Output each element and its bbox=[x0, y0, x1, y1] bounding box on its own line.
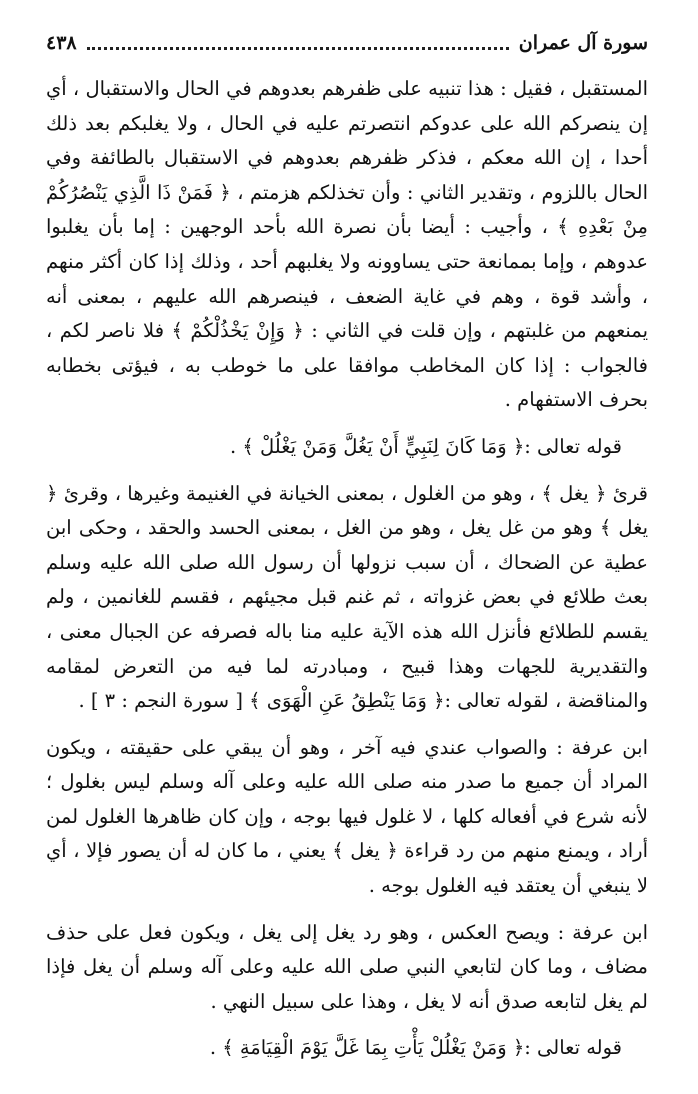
paragraph-commentary-2: قرئ ﴿ يغل ﴾ ، وهو من الغلول ، بمعنى الخيانة في الغنيمة وغيرها ، وقرئ ﴿ يغل ﴾ وهو من غل يغل ، وهو من الغل ، بمعنى الحسد والحقد ، وحكى ابن عطية عن الضحاك ، أن سبب نزولها أن رسول الله صلى الله عليه وسلم بعث طلائع في بعض غزواته ، ثم غنم قبل مجيئهم ، فقسم للغانمين ، ولم يقسم للطلائع فأنزل الله هذه الآية عليه منا باله فصرفه عن الجبال معنى ، والتقديرية للجهات وهذا قبيح ، ومبادرته لما فيه من التعرض لمقامه والمناقضة ، لقوله تعالى :﴿ وَمَا يَنْطِقُ عَنِ الْهَوَى ﴾ [ سورة النجم : ٣ ] . bbox=[46, 481, 648, 713]
paragraph-spacer bbox=[46, 719, 648, 731]
paragraph-commentary-1: المستقبل ، فقيل : هذا تنبيه على ظفرهم بعدوهم في الحال والاستقبال ، أي إن ينصركم الله على عدوكم انتصرتم عليه في الحال ، ولا يغلبكم بعد ذلك أحدا ، إن الله معكم ، فذكر ظفرهم بعدوهم في الاستقبال بالطائفة وفي الحال باللزوم ، وتقدير الثاني : وأن تخذلكم هزمتم ، ﴿ فَمَنْ ذَا الَّذِي يَنْصُرُكُمْ مِنْ بَعْدِهِ ﴾ ، وأجيب : أيضا بأن نصرة الله بأحد الوجهين : إما بأن يغلبوا عدوهم ، وإما بممانعة حتى يساوونه ولا يغلبهم أحد ، وذلك إذا كان أكثر منهم ، وأشد قوة ، وهم في غاية الضعف ، فينصرهم الله عليهم ، بمعنى أنه يمنعهم من غلبتهم ، وإن قلت في الثاني : ﴿ وَإِنْ يَخْذُلْكُمْ ﴾ فلا ناصر لكم ، فالجواب : إذا كان المخاطب موافقا على ما خوطب به ، فيؤتى بخطابه بحرف الاستفهام . bbox=[46, 77, 648, 412]
page-header bbox=[46, 28, 648, 58]
page-number: ٤٣٨ bbox=[46, 32, 77, 54]
verse-heading-1: قوله تعالى :﴿ وَمَا كَانَ لِنَبِيٍّ أَنْ يَغُلَّ وَمَنْ يَغْلُلْ ﴾ . bbox=[230, 434, 622, 458]
paragraph-ibn-arafa-1: ابن عرفة : والصواب عندي فيه آخر ، وهو أن يبقي على حقيقته ، ويكون المراد أن جميع ما صدر منه صلى الله عليه وعلى آله وسلم ليس بغلول ؛ لأنه شرع في أفعاله كلها ، لا غلول فيها بوجه ، وإن كان ظاهرها الغلول لمن أراد ، ويمنع منهم من رد قراءة ﴿ يغل ﴾ يعني ، ما كان له أن يصور فإلا ، أي لا ينبغي أن يعتقد فيه الغلول بوجه . bbox=[46, 735, 648, 898]
surah-title: سورة آل عمران bbox=[518, 32, 648, 54]
header-dotted-rule bbox=[87, 37, 509, 50]
paragraph-ibn-arafa-2: ابن عرفة : ويصح العكس ، وهو رد يغل إلى يغل ، ويكون فعل على حذف مضاف ، وما كان لتابعي النبي صلى الله عليه وعلى آله وسلم أن يغل فإذا لم يغل لتابعه صدق أنه لا يغل ، وهذا على سبيل النهي . bbox=[46, 920, 648, 1013]
paragraph-spacer bbox=[46, 1019, 648, 1031]
verse-heading-2: قوله تعالى :﴿ وَمَنْ يَغْلُلْ يَأْتِ بِمَا غَلَّ يَوْمَ الْقِيَامَةِ ﴾ . bbox=[209, 1036, 622, 1060]
paragraph-spacer bbox=[46, 904, 648, 916]
paragraph-spacer bbox=[46, 465, 648, 477]
page-body bbox=[46, 72, 648, 1066]
paragraph-spacer bbox=[46, 418, 648, 430]
